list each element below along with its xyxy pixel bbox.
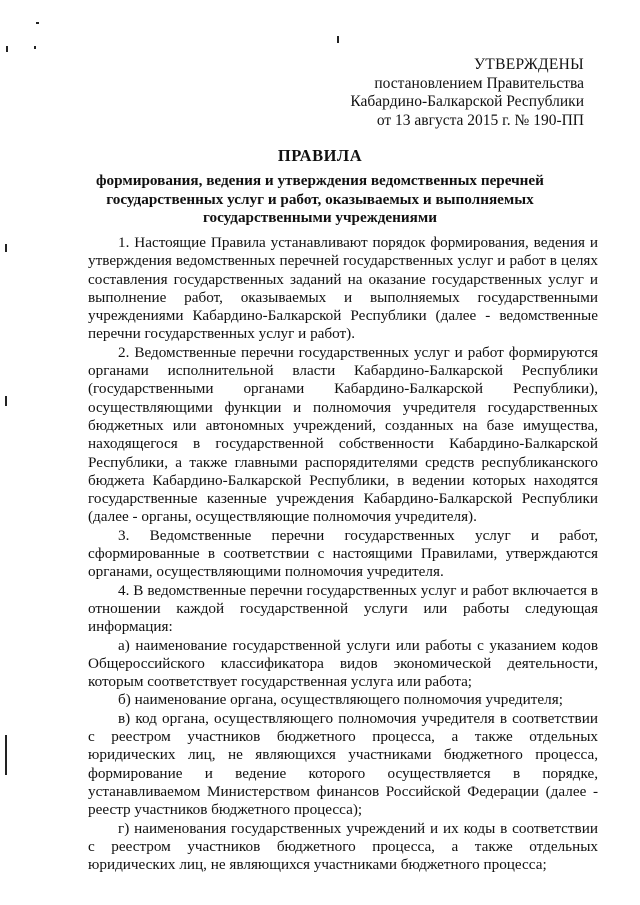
paragraph-4: 4. В ведомственные перечни государственных услуг и работ включается в отношении каждой государственной услуги или работы следующая информация:: [88, 581, 598, 636]
approval-heading: УТВЕРЖДЕНЫ: [474, 56, 584, 73]
paragraph-4b: б) наименование органа, осуществляющего полномочия учредителя;: [118, 691, 563, 709]
approval-stamp: [324, 56, 584, 130]
paragraph-4d: г) наименования государственных учреждений и их коды в соответствии с реестром участников бюджетного процесса, а также отдельных юридических лиц, не являющихся участниками бюджетного процесса;: [88, 819, 598, 874]
scan-mark: [6, 46, 8, 52]
approval-line-2: Кабардино-Балкарской Республики: [350, 93, 584, 110]
document-title: [60, 146, 580, 228]
paragraph-3: 3. Ведомственные перечни государственных услуг и работ, сформированные в соответствии с настоящими Правилами, утверждаются органами, осуществляющими полномочия учредителя.: [88, 526, 598, 581]
title-subtitle: формирования, ведения и утверждения ведомственных перечней государственных услуг и работ, оказываемых и выполняемых государственными учреждениями: [96, 172, 544, 226]
scan-mark: [36, 22, 39, 24]
scan-mark: [337, 36, 339, 43]
scan-mark: [5, 735, 7, 775]
approval-line-3: от 13 августа 2015 г. № 190-ПП: [376, 111, 584, 129]
paragraph-2: 2. Ведомственные перечни государственных услуг и работ формируются органами исполнительной власти Кабардино-Балкарской Республики (государственными органами Кабардино-Балкарской Республики), осуществляющими функции и полномочия учредителя государственных бюджетных или автономных учреждений, созданных на базе имущества, находящегося в государственной собственности Кабардино-Балкарской Республики, а также главными распорядителями средств республиканского бюджета Кабардино-Балкарской Республики, в ведении которых находятся государственные казенные учреждения Кабардино-Балкарской Республики (далее - органы, осуществляющие полномочия учредителя).: [88, 343, 598, 526]
document-body: [88, 234, 598, 874]
paragraph-1: 1. Настоящие Правила устанавливают порядок формирования, ведения и утверждения ведомственных перечней государственных услуг и работ в целях составления государственных заданий на оказание государственных услуг и выполнение работ, оказываемых и выполняемых государственными учреждениями Кабардино-Балкарской Республики (далее - ведомственные перечни государственных услуг и работ).: [88, 234, 598, 343]
title-main: ПРАВИЛА: [277, 146, 363, 165]
scan-mark: [5, 244, 7, 252]
scan-mark: [34, 46, 36, 49]
approval-line-1: постановлением Правительства: [374, 74, 584, 92]
paragraph-4c: в) код органа, осуществляющего полномочия учредителя в соответствии с реестром участников бюджетного процесса, а также отдельных юридических лиц, не являющихся участниками бюджетного процесса, формирование и ведение которого осуществляется в порядке, устанавливаемом Министерством финансов Российской Федерации (далее - реестр участников бюджетного процесса);: [88, 709, 598, 819]
paragraph-4a: а) наименование государственной услуги или работы с указанием кодов Общероссийского классификатора видов экономической деятельности, которым соответствует государственная услуга или работа;: [88, 636, 598, 691]
scan-mark: [5, 396, 7, 406]
